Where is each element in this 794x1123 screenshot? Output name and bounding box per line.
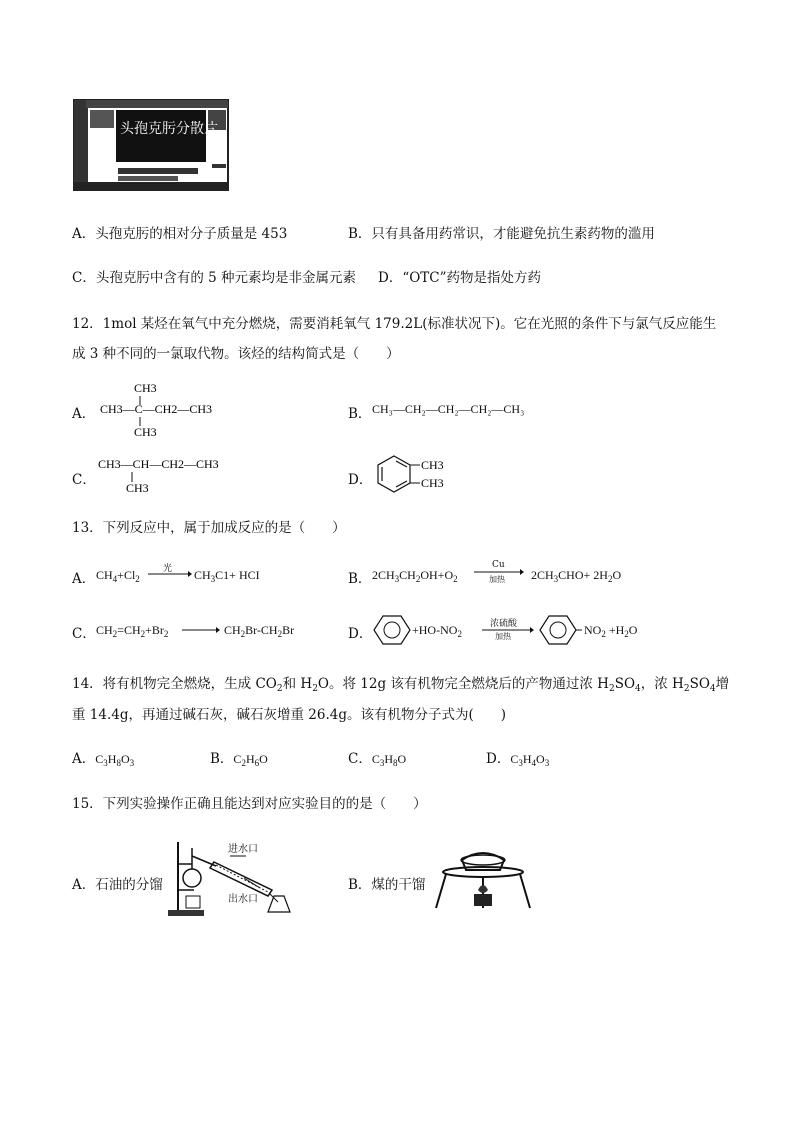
benzene-ring-icon — [372, 612, 412, 648]
q14-option-d: D．$C_3H_4O_3$ — [486, 751, 550, 768]
q13-stem: 13．下列反应中，属于加成反应的是（ ） — [72, 520, 346, 536]
distillation-inlet-label: 进水口 — [228, 844, 258, 855]
q15-stem: 15．下列实验操作正确且能达到对应实验目的的是（ ） — [72, 796, 427, 812]
q13-option-a-label: A． — [72, 571, 96, 587]
coal-distillation-drawing — [428, 846, 538, 910]
svg-text:CH3—CH—CH2—CH3: CH3—CH—CH2—CH3 — [98, 457, 219, 471]
q14-option-a: A．$C_3H_8O_3$ — [72, 751, 135, 768]
svg-text:CH3: CH3 — [134, 381, 157, 395]
coal-distillation-apparatus-image — [428, 846, 538, 914]
q13-option-c-arrow — [182, 618, 220, 642]
q12-option-c-label: C． — [72, 472, 96, 488]
q15-option-b-label: B．煤的干馏 — [348, 877, 426, 893]
q11-option-c: C．头孢克肟中含有的 5 种元素均是非金属元素 — [72, 270, 357, 286]
distillation-outlet-label: 出水口 — [228, 894, 258, 905]
q12-option-d-structure — [372, 452, 452, 500]
q14-option-c: C．$C_3H_8O$ — [348, 751, 407, 768]
svg-text:CH3: CH3 — [126, 481, 149, 495]
q12-option-d-label: D． — [348, 472, 373, 488]
medicine-box-title: 头孢克肟分散片 — [120, 121, 218, 137]
svg-text:CH3: CH3 — [421, 476, 444, 490]
q13-option-d-label: D． — [348, 626, 373, 642]
q13-option-a-condition: 光 — [163, 564, 173, 574]
q13-option-b-condition-top: Cu — [492, 560, 505, 570]
q13-option-d-condition-top: 浓硫酸 — [490, 619, 518, 629]
q12-option-b-formula: CH₃—CH₂—CH₂—CH₂—CH₃ — [372, 402, 525, 416]
q13-option-d-nitrobenzene — [538, 612, 582, 652]
neopentane-structure — [96, 378, 236, 440]
q13-option-a-reactants: $CH_4+Cl_2$ — [96, 568, 140, 584]
q14-option-b: B．$C_2H_6O$ — [210, 751, 268, 768]
q15-option-a-label: A．石油的分馏 — [72, 877, 163, 893]
q13-option-b-condition-bottom: 加热 — [489, 575, 505, 584]
q11-option-b: B．只有具备用药常识，才能避免抗生素药物的滥用 — [348, 226, 655, 242]
isopentane-structure — [96, 452, 236, 496]
q13-option-a-products: $CH_3C1+$ HCI — [194, 568, 260, 584]
q12-stem-line2: 成 3 种不同的一氯取代物。该烃的结构简式是（ ） — [72, 346, 400, 362]
q12-option-c-structure — [96, 452, 236, 500]
medicine-box-drawing — [72, 96, 232, 194]
q12-option-a-structure — [96, 378, 236, 444]
q11-option-d: D．“OTC”药物是指处方药 — [378, 270, 542, 286]
q13-option-b-products: $2CH_3CHO+ 2H_2O$ — [531, 568, 622, 584]
svg-text:CH3: CH3 — [421, 458, 444, 472]
q13-option-d-condition-bottom: 加热 — [495, 632, 511, 641]
q13-option-c-reactants: $CH_2=CH_2+Br_2$ — [96, 623, 169, 639]
svg-text:CH3: CH3 — [134, 425, 157, 439]
q13-option-c-products: $CH_2Br-CH_2Br$ — [224, 623, 295, 639]
q11-option-a: A．头孢克肟的相对分子质量是 453 — [72, 226, 288, 242]
q13-option-d-products: $NO_2 +H_2O$ — [584, 623, 638, 639]
q14-stem-line1: 14．将有机物完全燃烧，生成 $CO_2$和 $H_2O$。将 12g 该有机物完全燃烧后的产物通过浓 $H_2SO_4$，浓 $H_2SO_4$增 — [72, 676, 730, 694]
q12-option-a-label: A． — [72, 406, 96, 422]
q13-option-c-label: C． — [72, 626, 96, 642]
o-xylene-structure — [372, 452, 452, 496]
q12-stem-line1: 12．1mol 某烃在氧气中充分燃烧，需要消耗氧气 179.2L(标准状况下)。它在光照的条件下与氯气反应能生 — [72, 316, 717, 332]
medicine-box-image — [72, 96, 232, 194]
benzene-ring-icon — [538, 612, 582, 648]
q13-option-d-reagent: $+HO-NO_2$ — [412, 623, 462, 639]
q13-option-d-benzene — [372, 612, 412, 652]
q13-option-b-label: B． — [348, 571, 372, 587]
q14-stem-line2: 重 14.4g，再通过碱石灰，碱石灰增重 26.4g。该有机物分子式为( ) — [72, 707, 507, 723]
arrow-icon — [182, 618, 220, 638]
q13-option-b-reactants: $2CH_3CH_2OH+O_2$ — [372, 568, 458, 584]
q12-option-b-label: B． — [348, 406, 372, 422]
svg-text:CH3—C—CH2—CH3: CH3—C—CH2—CH3 — [100, 402, 213, 416]
